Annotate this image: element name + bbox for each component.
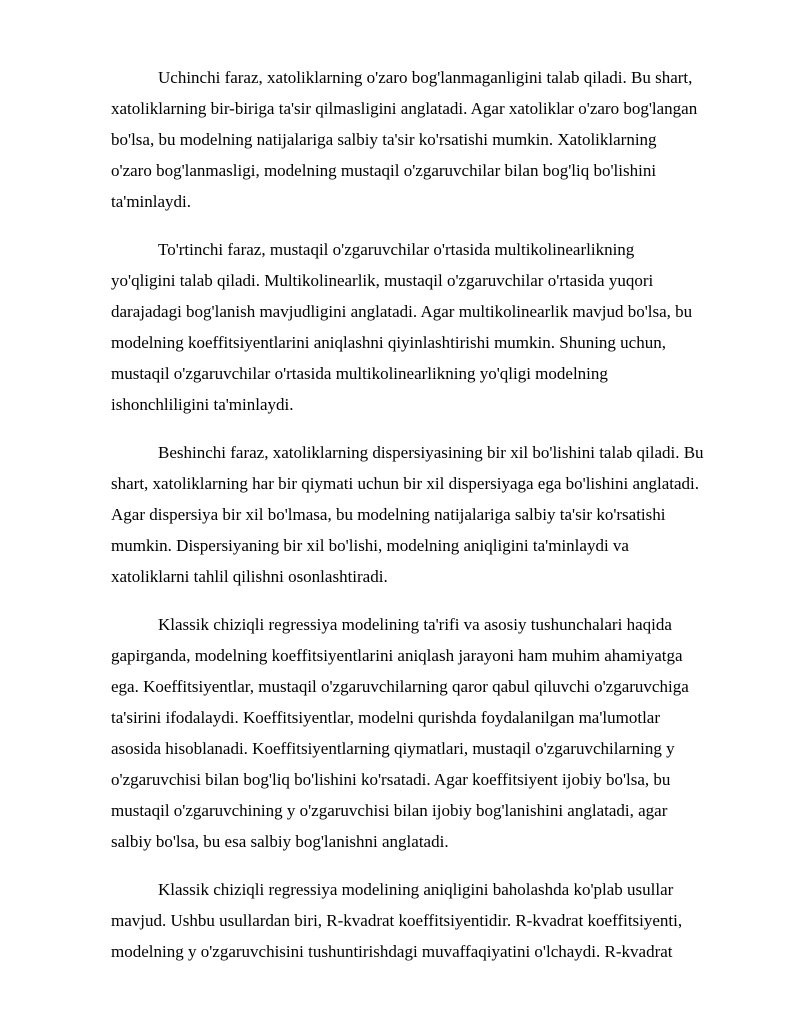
text-line: o'zaro bog'lanmasligi, modelning mustaqil o'zgaruvchilar bilan bog'liq bo'lishini — [111, 161, 657, 180]
text-line: mustaqil o'zgaruvchilar o'rtasida multikolinearlikning yo'qligi modelning — [111, 364, 608, 383]
text-line: shart, xatoliklarning har bir qiymati uchun bir xil dispersiyaga ega bo'lishini anglatadi. — [111, 474, 700, 493]
text-line: mumkin. Dispersiyaning bir xil bo'lishi, modelning aniqligini ta'minlaydi va — [111, 536, 629, 555]
text-line: Klassik chiziqli regressiya modelining ta'rifi va asosiy tushunchalari haqida — [158, 615, 672, 634]
text-line: bo'lsa, bu modelning natijalariga salbiy ta'sir ko'rsatishi mumkin. Xatoliklarning — [111, 130, 657, 149]
paragraph-fifth-assumption — [111, 437, 748, 592]
text-line: mavjud. Ushbu usullardan biri, R-kvadrat koeffitsiyentidir. R-kvadrat koeffitsiyenti, — [111, 911, 683, 930]
text-line: salbiy bo'lsa, bu esa salbiy bog'lanishni anglatadi. — [111, 832, 449, 851]
text-line: Agar dispersiya bir xil bo'lmasa, bu modelning natijalariga salbiy ta'sir ko'rsatishi — [111, 505, 666, 524]
paragraph-fourth-assumption — [111, 234, 748, 420]
text-line: yo'qligini talab qiladi. Multikolinearlik, mustaqil o'zgaruvchilar o'rtasida yuqori — [111, 271, 654, 290]
text-line: xatoliklarning bir-biriga ta'sir qilmasligini anglatadi. Agar xatoliklar o'zaro bog'langan — [111, 99, 698, 118]
text-line: modelning koeffitsiyentlarini aniqlashni qiyinlashtirishi mumkin. Shuning uchun, — [111, 333, 666, 352]
text-line: xatoliklarni tahlil qilishni osonlashtiradi. — [111, 567, 388, 586]
text-line: o'zgaruvchisi bilan bog'liq bo'lishini ko'rsatadi. Agar koeffitsiyent ijobiy bo'lsa, bu — [111, 770, 671, 789]
text-line: ta'minlaydi. — [111, 192, 192, 211]
text-line: Klassik chiziqli regressiya modelining aniqligini baholashda ko'plab usullar — [158, 880, 674, 899]
text-line: gapirganda, modelning koeffitsiyentlarini aniqlash jarayoni ham muhim ahamiyatga — [111, 646, 683, 665]
text-line: darajadagi bog'lanish mavjudligini anglatadi. Agar multikolinearlik mavjud bo'lsa, bu — [111, 302, 693, 321]
paragraph-coefficients — [111, 609, 748, 857]
paragraph-r-squared — [111, 874, 748, 967]
text-line: Uchinchi faraz, xatoliklarning o'zaro bog'lanmaganligini talab qiladi. Bu shart, — [158, 68, 693, 87]
text-line: ta'sirini ifodalaydi. Koeffitsiyentlar, modelni qurishda foydalanilgan ma'lumotlar — [111, 708, 660, 727]
text-line: To'rtinchi faraz, mustaqil o'zgaruvchilar o'rtasida multikolinearlikning — [158, 240, 635, 259]
text-line: mustaqil o'zgaruvchining y o'zgaruvchisi bilan ijobiy bog'lanishini anglatadi, agar — [111, 801, 668, 820]
text-line: ega. Koeffitsiyentlar, mustaqil o'zgaruvchilarning qaror qabul qiluvchi o'zgaruvchiga — [111, 677, 689, 696]
paragraph-third-assumption — [111, 62, 748, 217]
text-line: asosida hisoblanadi. Koeffitsiyentlarning qiymatlari, mustaqil o'zgaruvchilarning y — [111, 739, 675, 758]
text-line: modelning y o'zgaruvchisini tushuntirishdagi muvaffaqiyatini o'lchaydi. R-kvadrat — [111, 942, 673, 961]
text-line: Beshinchi faraz, xatoliklarning dispersiyasining bir xil bo'lishini talab qiladi. Bu — [158, 443, 704, 462]
text-line: ishonchliligini ta'minlaydi. — [111, 395, 294, 414]
